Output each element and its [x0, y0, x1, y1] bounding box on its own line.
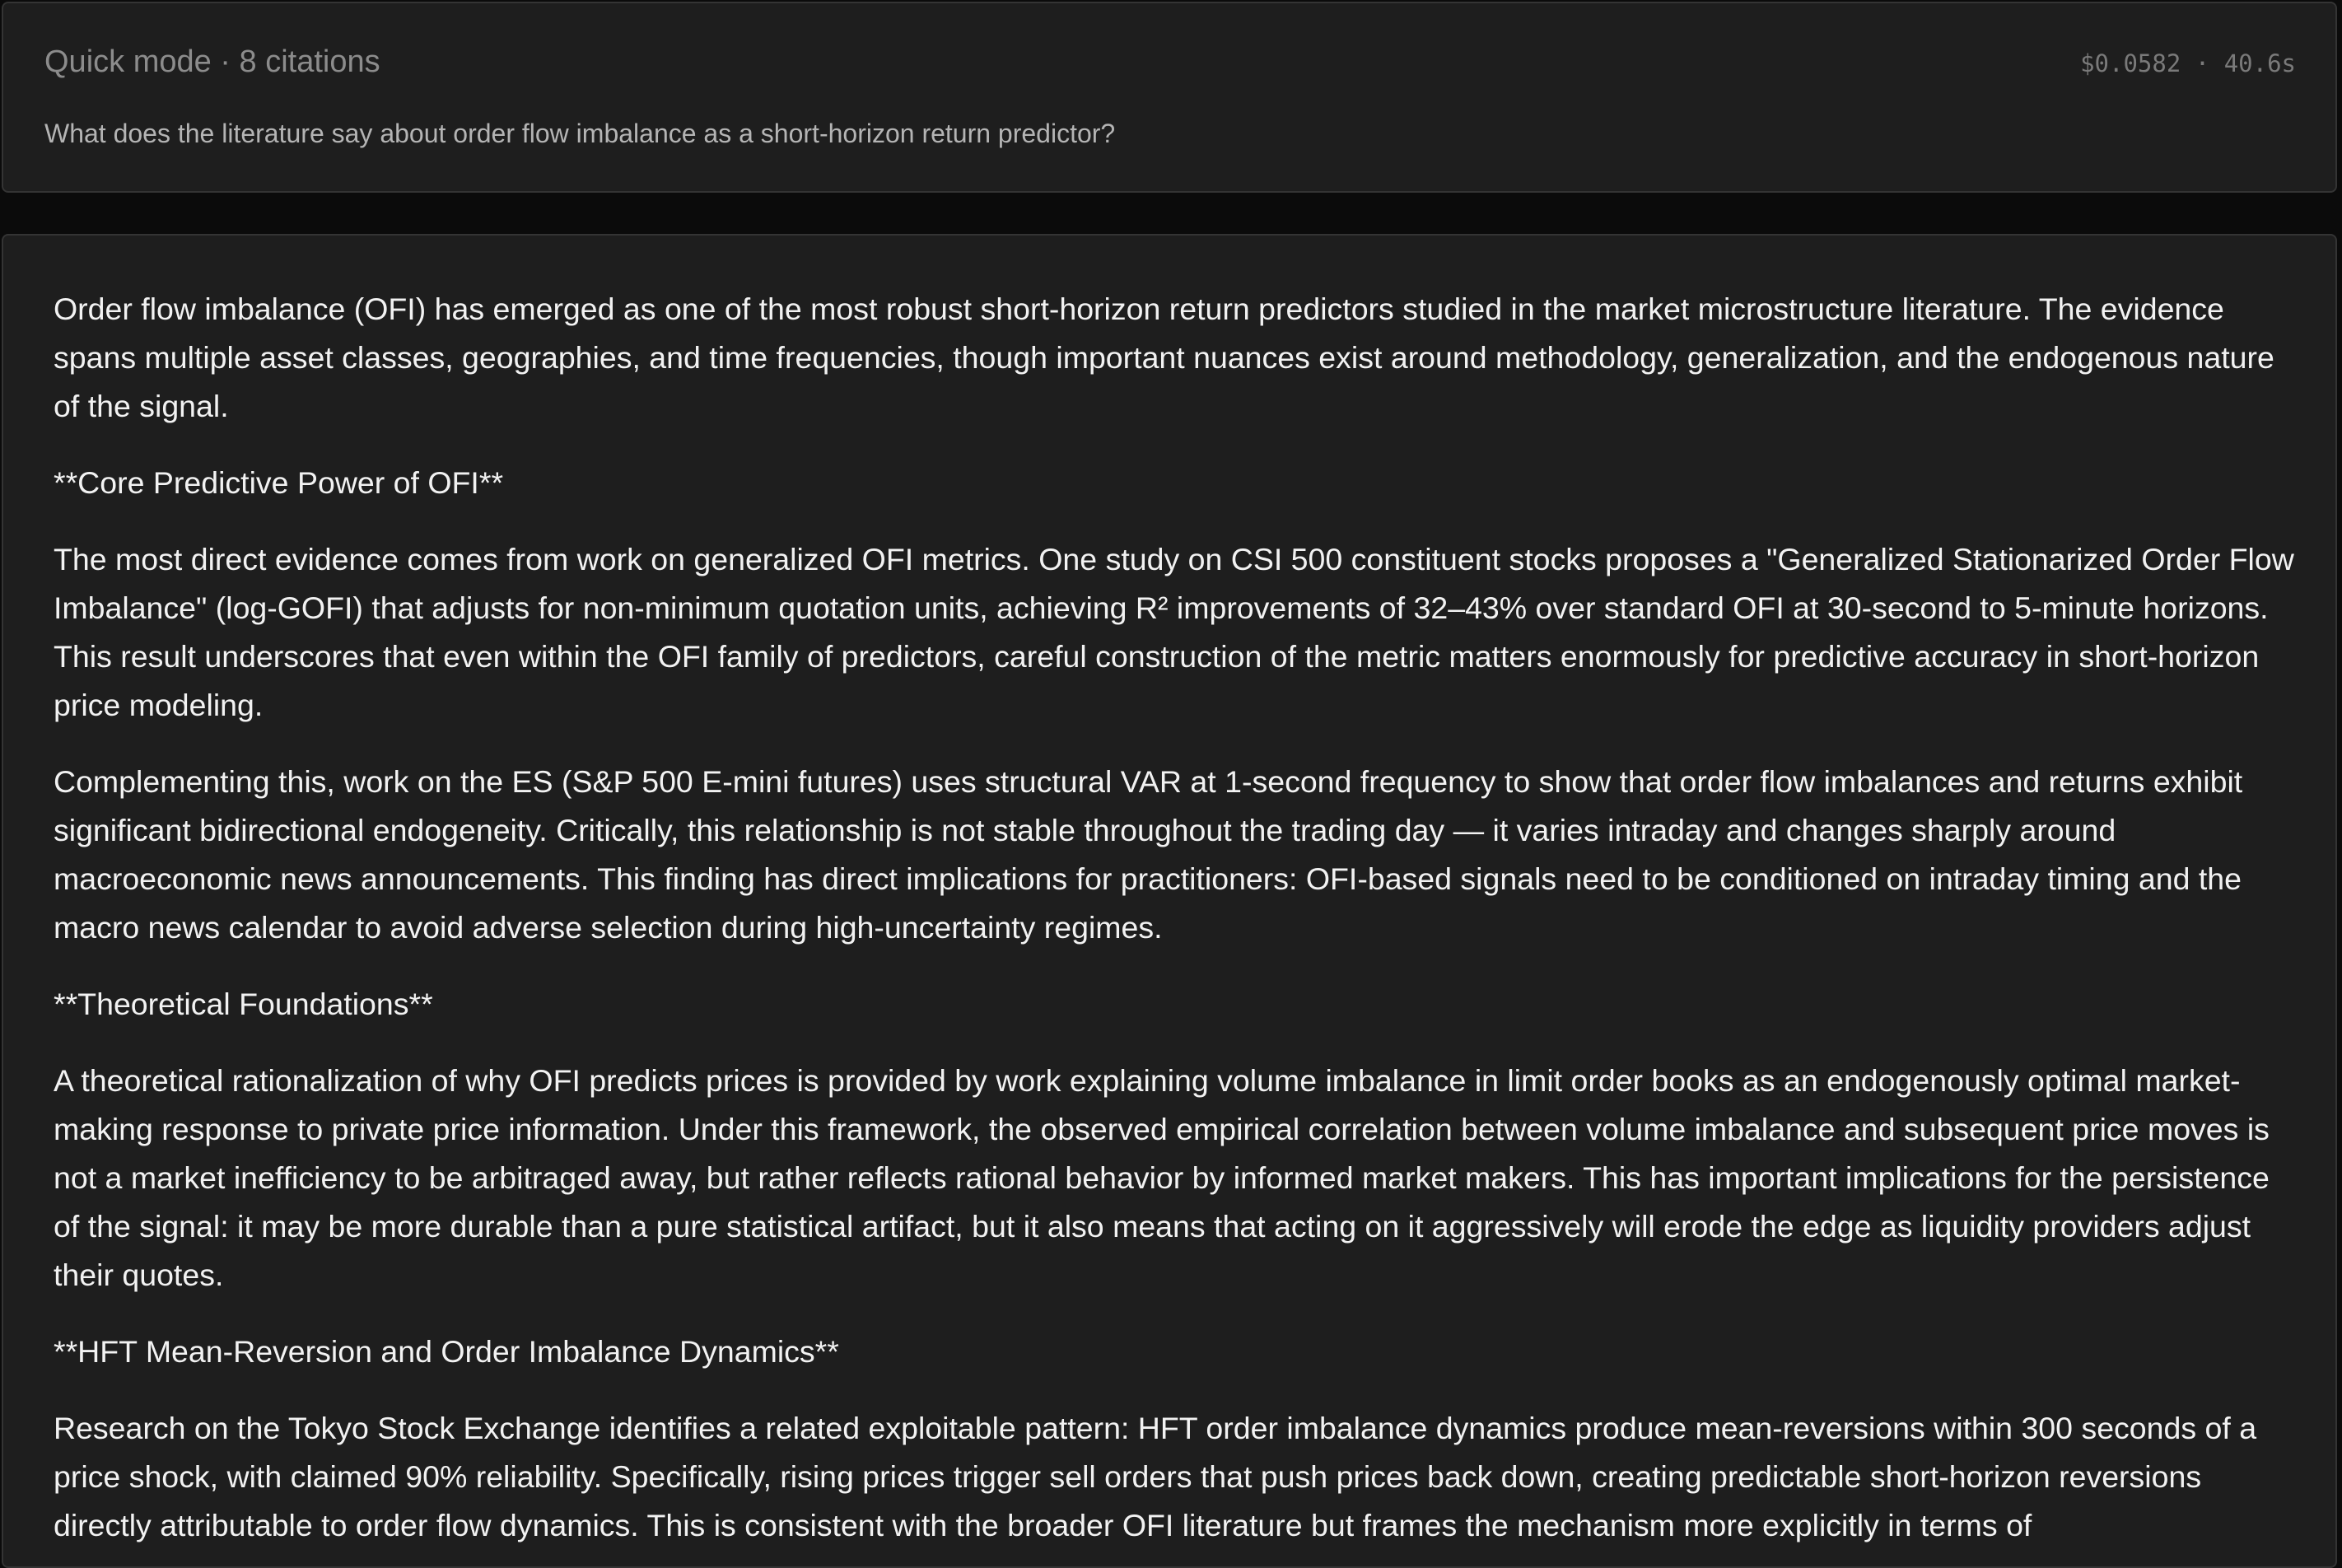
answer-paragraph-tokyo: Research on the Tokyo Stock Exchange identifies a related exploitable pattern: HFT order imbalance dynamics produce mean-reversions within 300 seconds of a price shock, with claimed 90% reliability. Specifically, rising prices trigger sell orders that push prices back down, creating predictable short-horizon reversions directly attributable to order flow dynamics. This is consistent with the broader OFI literature but frames the mechanism more explicitly in terms of [54, 1411, 2257, 1542]
answer-paragraph-es-var: Complementing this, work on the ES (S&P 500 E-mini futures) uses structural VAR at 1-second frequency to show that order flow imbalances and returns exhibit significant bidirectional endogeneity. Critically, this relationship is not stable throughout the trading day — it varies intraday and changes sharply around macroeconomic news announcements. This finding has direct implications for practitioners: OFI-based signals need to be conditioned on intraday timing and the macro news calendar to avoid adverse selection during high-uncertainty regimes. [54, 764, 2243, 945]
answer-paragraph-gofi: The most direct evidence comes from work on generalized OFI metrics. One study on CSI 500 constituent stocks proposes a "Generalized Stationarized Order Flow Imbalance" (log-GOFI) that adjusts for non-minimum quotation units, achieving R² improvements of 32–43% over standard OFI at 30-second to 5-minute horizons. This result underscores that even within the OFI family of predictors, careful construction of the metric matters enormously for predictive accuracy in short-horizon price modeling. [54, 542, 2294, 722]
answer-paragraph-intro: Order flow imbalance (OFI) has emerged as one of the most robust short-horizon return predictors studied in the market microstructure literature. The evidence spans multiple asset classes, geographies, and time frequencies, though important nuances exist around methodology, generalization, and the endogenous nature of the signal. [54, 292, 2274, 423]
section-heading-core-predictive-power: **Core Predictive Power of OFI** [54, 465, 504, 500]
answer-paragraph-theory: A theoretical rationalization of why OFI predicts prices is provided by work explaining volume imbalance in limit order books as an endogenously optimal market-making response to private price information. Under this framework, the observed empirical correlation between volume imbalance and subsequent price moves is not a market inefficiency to be arbitraged away, but rather reflects rational behavior by informed market makers. This has important implications for the persistence of the signal: it may be more durable than a pure statistical artifact, but it also means that acting on it aggressively will erode the edge as liquidity providers adjust their quotes. [54, 1063, 2270, 1292]
cost-time-stats: $0.0582 · 40.6s [2080, 49, 2296, 77]
query-header-card [2, 2, 2337, 193]
section-heading-hft-mean-reversion: **HFT Mean-Reversion and Order Imbalance Dynamics** [54, 1334, 839, 1369]
section-heading-theoretical-foundations: **Theoretical Foundations** [54, 987, 433, 1021]
query-question: What does the literature say about order flow imbalance as a short-horizon return predictor? [44, 119, 1116, 148]
answer-body [54, 285, 2302, 1568]
answer-card [2, 234, 2337, 1568]
mode-citations-label: Quick mode · 8 citations [44, 44, 380, 79]
